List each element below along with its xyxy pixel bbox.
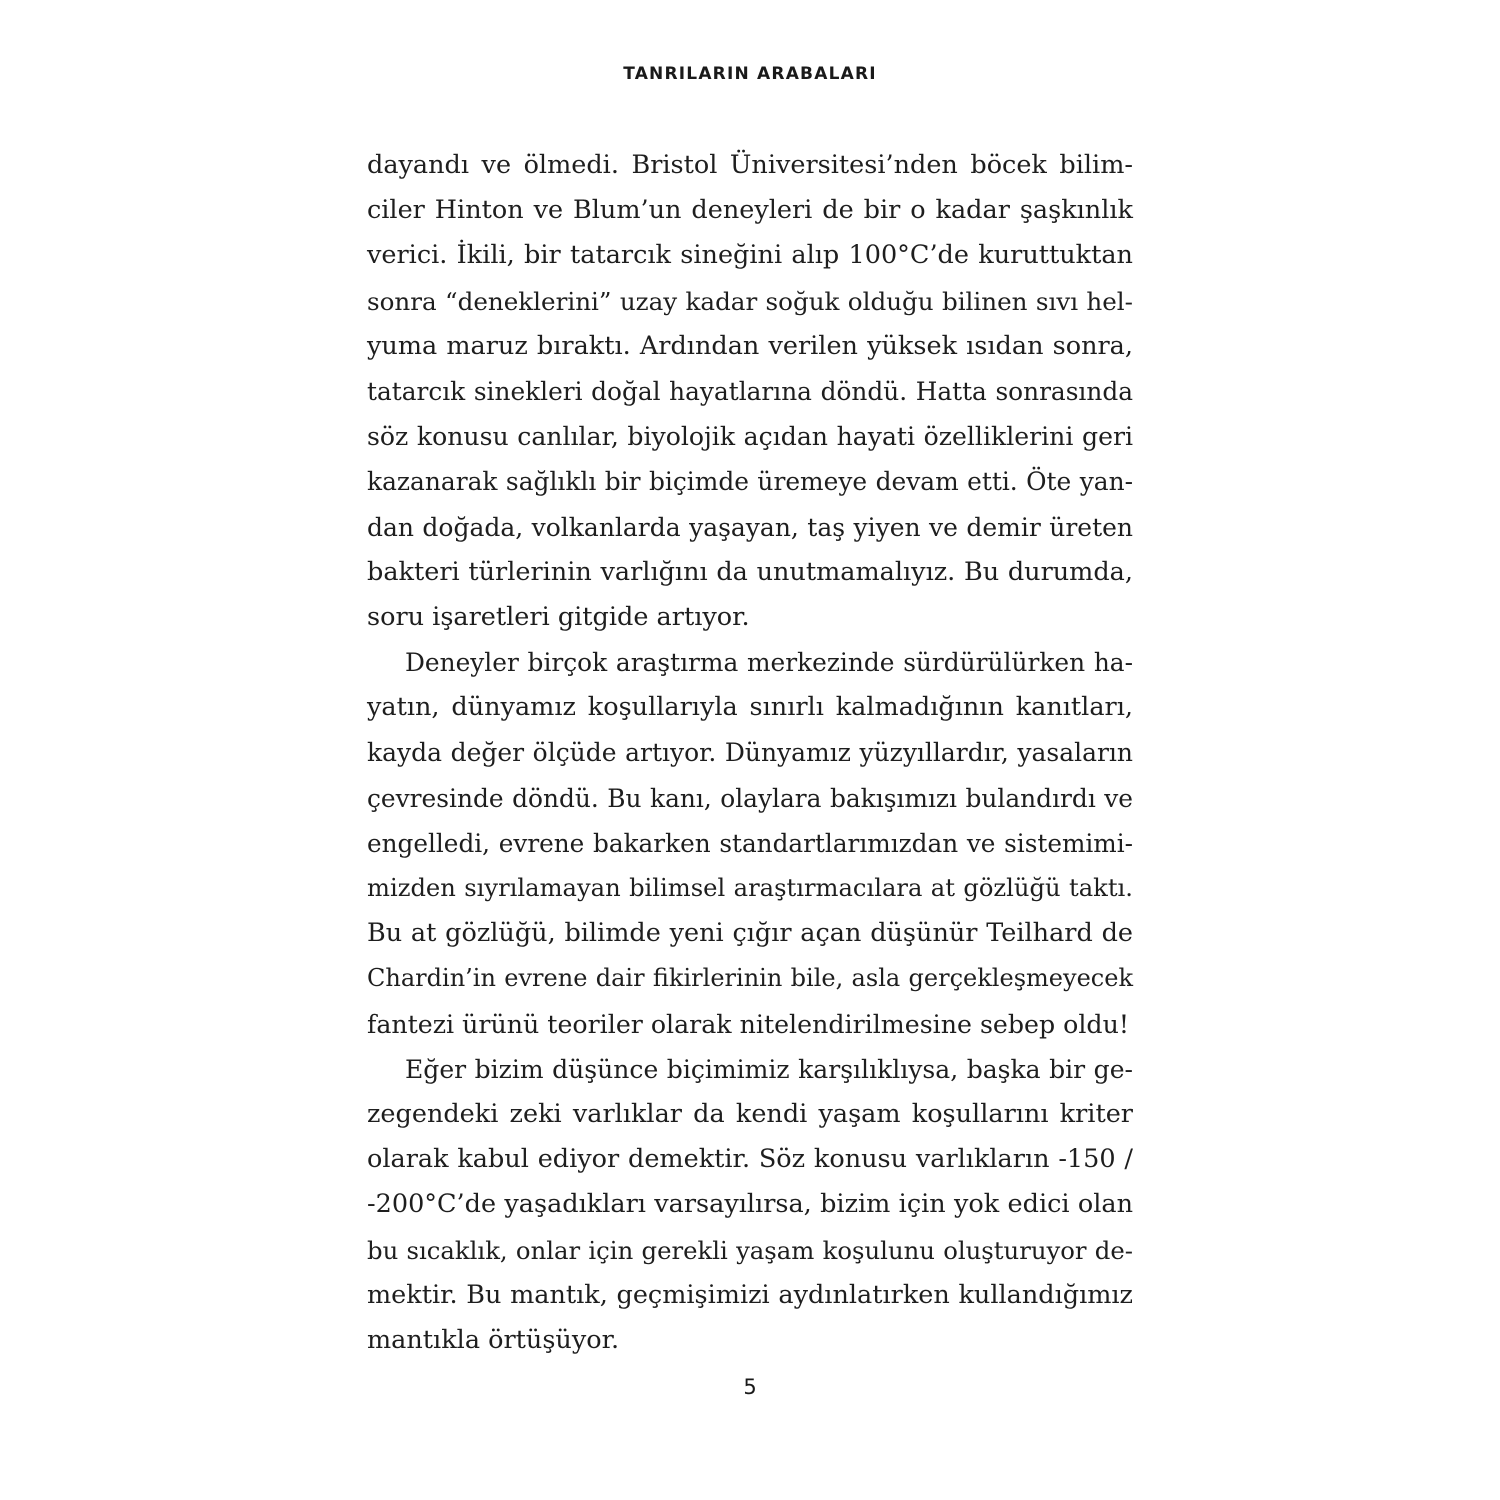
text-line: verici. İkili, bir tatarcık sineğini alıp 100°C’de kuruttuktan: [367, 240, 1133, 271]
text-line: kazanarak sağlıklı bir biçimde üremeye devam etti. Öte yan-: [367, 467, 1133, 497]
text-line: Bu at gözlüğü, bilimde yeni çığır açan düşünür Teilhard de: [367, 918, 1133, 949]
paragraph: [367, 640, 1133, 1047]
text-line: zegendeki zeki varlıklar da kendi yaşam koşullarını kriter: [367, 1098, 1133, 1129]
text-line: bakteri türlerinin varlığını da unutmamalıyız. Bu durumda,: [367, 556, 1133, 587]
running-head: TANRILARIN ARABALARI: [623, 64, 877, 84]
text-line: mantıkla örtüşüyor.: [367, 1324, 620, 1355]
text-line: çevresinde döndü. Bu kanı, olaylara bakışımızı bulandırdı ve: [367, 783, 1133, 813]
text-line: fantezi ürünü teoriler olarak nitelendirilmesine sebep oldu!: [367, 1009, 1130, 1039]
text-line: dayandı ve ölmedi. Bristol Üniversitesi’nden böcek bilim-: [367, 150, 1133, 180]
text-line: dan doğada, volkanlarda yaşayan, taş yiyen ve demir üreten: [367, 512, 1133, 542]
text-line: tatarcık sinekleri doğal hayatlarına döndü. Hatta sonrasında: [367, 376, 1133, 406]
text-line: -200°C’de yaşadıkları varsayılırsa, bizim için yok edici olan: [367, 1189, 1133, 1220]
text-line: bu sıcaklık, onlar için gerekli yaşam koşulunu oluşturuyor de-: [367, 1235, 1133, 1265]
text-line: mizden sıyrılamayan bilimsel araştırmacılara at gözlüğü taktı.: [367, 874, 1133, 902]
text-line: yatın, dünyamız koşullarıyla sınırlı kalmadığının kanıtları,: [367, 692, 1133, 723]
text-line: kayda değer ölçüde artıyor. Dünyamız yüzyıllardır, yasaların: [367, 738, 1133, 768]
text-line: ciler Hinton ve Blum’un deneyleri de bir o kadar şaşkınlık: [367, 195, 1133, 226]
text-line: yuma maruz bıraktı. Ardından verilen yüksek ısıdan sonra,: [367, 330, 1133, 361]
text-line: Deneyler birçok araştırma merkezinde sürdürülürken ha-: [405, 648, 1133, 678]
paragraph: [367, 1047, 1133, 1363]
body-text: [367, 143, 1133, 1363]
text-line: sonra “deneklerini” uzay kadar soğuk olduğu bilinen sıvı hel-: [367, 286, 1133, 316]
page-number: 5: [743, 1375, 757, 1399]
text-line: engelledi, evrene bakarken standartlarımızdan ve sistemimi-: [367, 828, 1133, 858]
paragraph: [367, 143, 1133, 640]
text-line: mektir. Bu mantık, geçmişimizi aydınlatırken kullandığımız: [367, 1279, 1133, 1310]
text-line: söz konusu canlılar, biyolojik açıdan hayati özelliklerini geri: [367, 422, 1133, 452]
text-line: soru işaretleri gitgide artıyor.: [367, 601, 750, 632]
text-line: Chardin’in evrene dair fikirlerinin bile, asla gerçekleşmeyecek: [367, 964, 1133, 993]
text-line: olarak kabul ediyor demektir. Söz konusu varlıkların -150 /: [367, 1144, 1133, 1175]
text-line: Eğer bizim düşünce biçimimiz karşılıklıysa, başka bir ge-: [405, 1054, 1133, 1084]
